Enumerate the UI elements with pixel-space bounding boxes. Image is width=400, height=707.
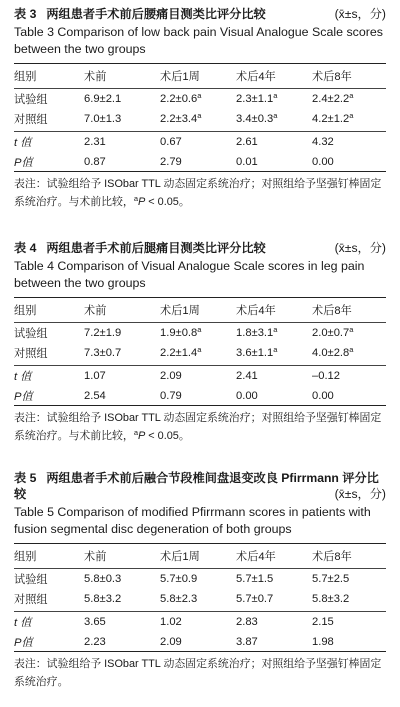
table-3-note: [14, 175, 386, 211]
stat-label: P值: [14, 156, 33, 169]
table-4-caption-cn: [14, 240, 386, 256]
cell: 2.41: [236, 370, 258, 382]
cell: 2.23: [84, 635, 106, 648]
cell: 5.7±0.9: [160, 573, 198, 585]
cell: [160, 323, 236, 343]
cell: 3.65: [84, 616, 106, 628]
cell: 5.8±3.2: [312, 592, 350, 605]
table-5-section: [14, 470, 386, 691]
cell-value: 1.8±3.1: [236, 327, 274, 339]
bottom-rule: [14, 171, 386, 172]
p-symbol: P: [137, 430, 146, 442]
header-cell: 术后8年: [312, 71, 352, 83]
table-row: [14, 323, 386, 343]
cell: 0.00: [312, 389, 334, 402]
table-3: [14, 64, 386, 171]
cell: 1.07: [84, 370, 106, 382]
superscript: a: [197, 110, 202, 120]
superscript: a: [273, 325, 278, 334]
cell: [236, 109, 312, 128]
superscript: a: [197, 325, 202, 334]
cell: 5.8±0.3: [84, 573, 122, 585]
unit-label: (x̄±s，分): [334, 487, 386, 501]
table-number: 表 4: [14, 241, 37, 255]
cell: 试验组: [14, 328, 48, 340]
superscript: a: [197, 344, 202, 354]
header-cell: 组别: [14, 551, 37, 563]
table-number: 表 3: [14, 7, 37, 21]
stats-row: [14, 612, 386, 632]
header-cell: 术后1周: [160, 551, 200, 563]
table-4-note: [14, 409, 386, 445]
cell: 0.00: [312, 155, 334, 168]
table-3-caption-en: Table 3 Comparison of low back pain Visual Analogue Scale scores between the two groups: [14, 25, 383, 56]
note-text: 系统治疗。与术前比较，: [14, 196, 134, 208]
cell: [236, 343, 312, 362]
note-line: [14, 193, 386, 211]
cell: 2.09: [160, 370, 182, 382]
note-text: < 0.05。: [145, 430, 190, 442]
stats-row: [14, 386, 386, 405]
unit-label: (x̄±s，分): [334, 7, 386, 21]
cell-value: 2.3±1.1: [236, 93, 274, 105]
superscript: a: [349, 91, 354, 100]
stats-row: [14, 132, 386, 152]
cell: [160, 89, 236, 109]
table-4-caption-en: Table 4 Comparison of Visual Analogue Scale scores in leg pain between the two groups: [14, 259, 365, 290]
cell-value: 3.4±0.3: [236, 112, 274, 125]
p-symbol: P: [137, 196, 146, 208]
caption-text: 两组患者手术前后腿痛目测类比评分比较: [46, 241, 266, 255]
cell: [236, 89, 312, 109]
caption-text: 较: [14, 487, 27, 501]
cell-value: 2.2±0.6: [160, 93, 198, 105]
header-cell: 术后4年: [236, 305, 276, 317]
header-cell: 术后8年: [312, 305, 352, 317]
cell: 2.61: [236, 136, 258, 148]
note-line: 表注：试验组给予 ISObar TTL 动态固定系统治疗；对照组给予坚强钉棒固定: [14, 658, 382, 670]
stat-label: t 值: [14, 137, 32, 149]
cell: 5.7±1.5: [236, 573, 274, 585]
header-cell: 术后1周: [160, 305, 200, 317]
superscript: a: [273, 344, 278, 354]
table-row: [14, 89, 386, 109]
cell-value: 2.0±0.7: [312, 327, 350, 339]
cell: 0.00: [236, 389, 258, 402]
cell: 1.02: [160, 616, 182, 628]
table-row: [14, 343, 386, 362]
header-cell: 术后1周: [160, 71, 200, 83]
cell-value: 3.6±1.1: [236, 346, 274, 359]
cell: 5.8±3.2: [84, 592, 122, 605]
header-row: [14, 544, 386, 568]
cell: 对照组: [14, 593, 48, 606]
header-cell: 术后4年: [236, 71, 276, 83]
cell: [312, 109, 386, 128]
table-row: [14, 109, 386, 128]
stats-row: [14, 366, 386, 386]
cell: [160, 343, 236, 362]
cell: 2.31: [84, 136, 106, 148]
cell-value: 2.4±2.2: [312, 93, 350, 105]
stat-label: t 值: [14, 617, 32, 629]
header-cell: 组别: [14, 71, 37, 83]
note-text: < 0.05。: [145, 196, 190, 208]
cell-value: 2.2±1.4: [160, 346, 198, 359]
cell: 6.9±2.1: [84, 93, 122, 105]
superscript: a: [133, 428, 138, 437]
cell: 对照组: [14, 113, 48, 126]
cell: [236, 323, 312, 343]
note-line: 系统治疗。: [14, 676, 69, 688]
stats-row: [14, 632, 386, 651]
note-text: 系统治疗。与术前比较，: [14, 430, 134, 442]
cell: 2.83: [236, 616, 258, 628]
cell: 2.15: [312, 616, 334, 628]
cell: 5.7±0.7: [236, 592, 274, 605]
cell: 0.67: [160, 136, 182, 148]
table-3-caption-cn: [14, 6, 386, 22]
note-line: [14, 427, 386, 445]
table-5-caption-en: Table 5 Comparison of modified Pfirrmann scores in patients with fusion segmental disc degeneration of both groups: [14, 505, 371, 536]
cell-value: 4.2±1.2: [312, 112, 350, 125]
cell: 4.32: [312, 136, 334, 148]
cell: –0.12: [312, 370, 340, 382]
cell: 0.01: [236, 155, 258, 168]
header-cell: 术前: [84, 551, 107, 563]
table-5-caption-cn-line2: [14, 486, 386, 502]
cell: [160, 109, 236, 128]
bottom-rule: [14, 405, 386, 406]
header-cell: 术前: [84, 305, 107, 317]
cell-value: 1.9±0.8: [160, 327, 198, 339]
cell: [312, 89, 386, 109]
note-line: 表注：试验组给予 ISObar TTL 动态固定系统治疗；对照组给予坚强钉棒固定: [14, 178, 382, 190]
header-cell: 组别: [14, 305, 37, 317]
table-number: 表 5: [14, 471, 37, 485]
header-cell: 术后8年: [312, 551, 352, 563]
stat-label: P值: [14, 636, 33, 649]
table-4: [14, 298, 386, 405]
table-5: [14, 544, 386, 651]
table-4-section: [14, 240, 386, 445]
stat-label: t 值: [14, 371, 32, 383]
cell: [312, 323, 386, 343]
superscript: a: [349, 344, 354, 354]
table-row: [14, 589, 386, 608]
superscript: a: [349, 325, 354, 334]
stat-label: P值: [14, 390, 33, 403]
table-3-section: [14, 6, 386, 211]
cell: 7.0±1.3: [84, 112, 122, 125]
cell: 2.79: [160, 155, 182, 168]
cell: 试验组: [14, 574, 48, 586]
table-5-note: [14, 655, 386, 691]
table-row: [14, 569, 386, 589]
unit-label: (x̄±s，分): [334, 241, 386, 255]
cell: 5.7±2.5: [312, 573, 350, 585]
bottom-rule: [14, 651, 386, 652]
cell-value: 2.2±3.4: [160, 112, 198, 125]
cell: 试验组: [14, 94, 48, 106]
cell: 7.2±1.9: [84, 327, 122, 339]
caption-text: 两组患者手术前后腰痛目测类比评分比较: [46, 7, 266, 21]
superscript: a: [133, 194, 138, 203]
header-cell: 术前: [84, 71, 107, 83]
stats-row: [14, 152, 386, 171]
superscript: a: [273, 110, 278, 120]
cell: 对照组: [14, 347, 48, 360]
table-5-caption-cn: [14, 470, 386, 486]
note-line: 表注：试验组给予 ISObar TTL 动态固定系统治疗；对照组给予坚强钉棒固定: [14, 412, 382, 424]
cell: 7.3±0.7: [84, 346, 122, 359]
superscript: a: [197, 91, 202, 100]
superscript: a: [273, 91, 278, 100]
cell: 0.87: [84, 155, 106, 168]
superscript: a: [349, 110, 354, 120]
caption-text: 两组患者手术前后融合节段椎间盘退变改良 Pfirrmann 评分比: [46, 471, 379, 485]
cell: 3.87: [236, 635, 258, 648]
cell-value: 4.0±2.8: [312, 346, 350, 359]
header-row: [14, 298, 386, 322]
cell: 2.09: [160, 635, 182, 648]
header-row: [14, 64, 386, 88]
cell: 2.54: [84, 389, 106, 402]
cell: [312, 343, 386, 362]
cell: 5.8±2.3: [160, 592, 198, 605]
cell: 1.98: [312, 635, 334, 648]
header-cell: 术后4年: [236, 551, 276, 563]
cell: 0.79: [160, 389, 182, 402]
